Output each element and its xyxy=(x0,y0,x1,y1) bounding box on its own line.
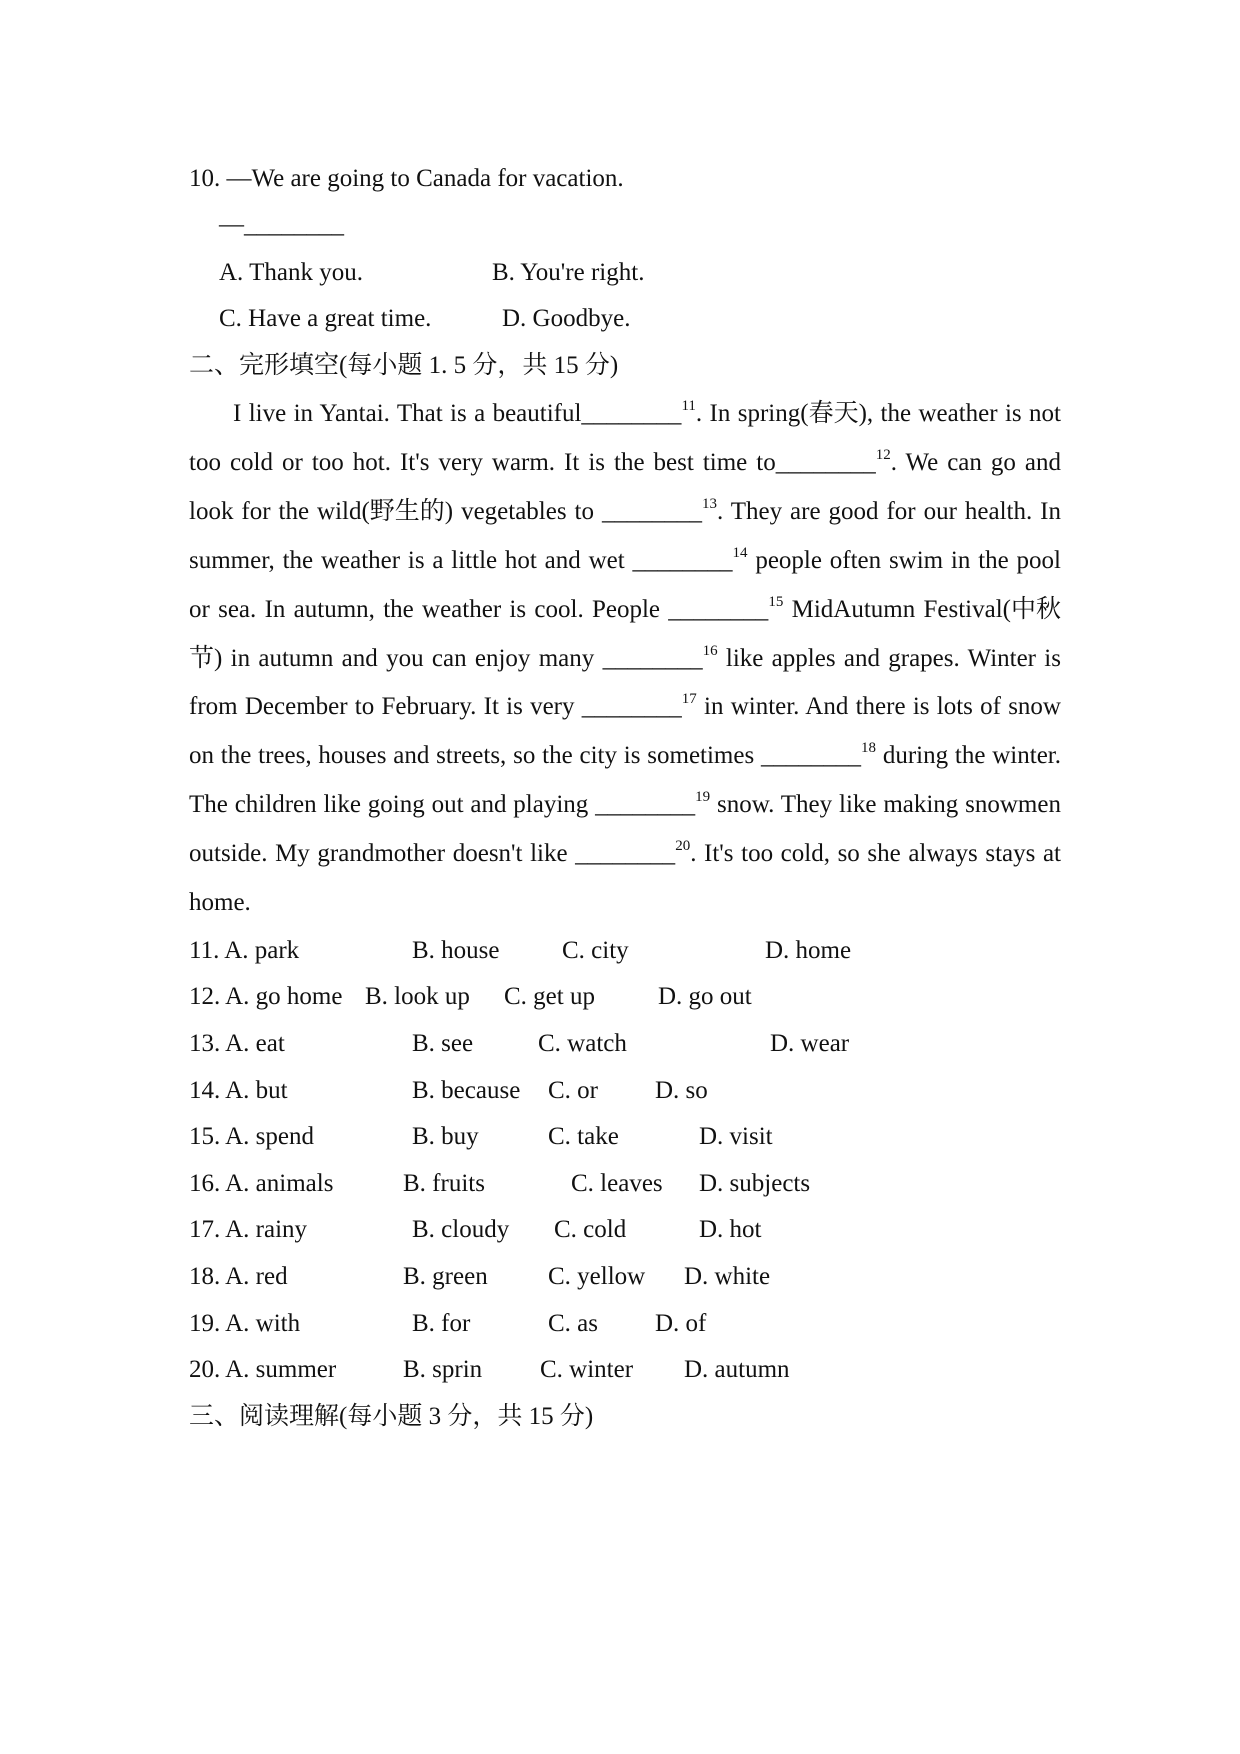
option-b: B. sprin xyxy=(403,1356,483,1383)
question-10-stem: 10. —We are going to Canada for vacation. xyxy=(189,165,624,192)
passage-text: in winter. And there is lots of snow xyxy=(696,693,1061,720)
passage-line xyxy=(189,541,1061,581)
passage-text: people often swim in the pool xyxy=(747,547,1061,574)
passage-text: on the trees, houses and streets, so the city is sometimes ________ xyxy=(189,742,862,769)
passage-text: The children like going out and playing ________ xyxy=(189,791,696,818)
option-d: D. so xyxy=(655,1077,708,1104)
passage-line xyxy=(189,492,1061,532)
option-c: C. get up xyxy=(504,983,595,1010)
option-c: C. as xyxy=(548,1310,598,1337)
passage-text: outside. My grandmother doesn't like ________ xyxy=(189,840,676,867)
option-a: 20. A. summer xyxy=(189,1356,337,1383)
question-10-reply-blank: —________ xyxy=(219,211,344,238)
question-10-option-a: A. Thank you. xyxy=(219,259,363,286)
option-c: C. cold xyxy=(554,1216,627,1243)
option-d: D. home xyxy=(765,937,852,964)
blank-number: 11 xyxy=(681,398,696,414)
passage-line xyxy=(189,590,1061,630)
question-10-option-c: C. Have a great time. xyxy=(219,305,432,332)
passage-text: during the winter. xyxy=(876,742,1061,769)
option-c: C. yellow xyxy=(548,1263,646,1290)
blank-number: 17 xyxy=(681,691,697,707)
section-3-heading: 三、阅读理解(每小题 3 分，共 15 分) xyxy=(189,1403,594,1430)
passage-line xyxy=(189,639,1061,679)
option-c: C. city xyxy=(562,937,629,964)
passage-text: too cold or too hot. It's very warm. It is the best time to________ xyxy=(189,449,876,476)
option-b: B. buy xyxy=(412,1123,479,1150)
question-10-option-b: B. You're right. xyxy=(492,259,645,286)
passage-text: I live in Yantai. That is a beautiful________ xyxy=(233,400,682,427)
option-a: 13. A. eat xyxy=(189,1030,285,1057)
blank-number: 20 xyxy=(675,838,691,854)
blank-number: 19 xyxy=(695,789,711,805)
option-d: D. subjects xyxy=(699,1170,811,1197)
passage-line xyxy=(189,785,1061,825)
option-a: 16. A. animals xyxy=(189,1170,334,1197)
passage-line xyxy=(189,736,1061,776)
passage-text: or sea. In autumn, the weather is cool. People ________ xyxy=(189,596,769,623)
passage-text: like apples and grapes. Winter is xyxy=(717,645,1061,672)
question-10-option-d: D. Goodbye. xyxy=(502,305,631,332)
option-d: D. wear xyxy=(770,1030,850,1057)
option-a: 11. A. park xyxy=(189,937,300,964)
blank-number: 18 xyxy=(861,740,877,756)
passage-line xyxy=(233,394,1061,434)
passage-text: . It's too cold, so she always stays at xyxy=(690,840,1061,867)
option-b: B. because xyxy=(412,1077,521,1104)
option-b: B. house xyxy=(412,937,500,964)
option-c: C. watch xyxy=(538,1030,627,1057)
passage-text: snow. They like making snowmen xyxy=(710,791,1061,818)
option-a: 18. A. red xyxy=(189,1263,288,1290)
option-a: 12. A. go home xyxy=(189,983,343,1010)
option-d: D. hot xyxy=(699,1216,762,1243)
option-c: C. winter xyxy=(540,1356,634,1383)
option-b: B. cloudy xyxy=(412,1216,510,1243)
blank-number: 15 xyxy=(768,594,784,610)
option-c: C. or xyxy=(548,1077,598,1104)
passage-text: . They are good for our health. In xyxy=(716,498,1061,525)
option-d: D. of xyxy=(655,1310,707,1337)
passage-text: . In spring(春天), the weather is not xyxy=(695,400,1061,427)
passage-line xyxy=(189,883,251,923)
option-b: B. fruits xyxy=(403,1170,485,1197)
option-d: D. visit xyxy=(699,1123,773,1150)
option-d: D. go out xyxy=(658,983,752,1010)
passage-line xyxy=(189,443,1061,483)
option-c: C. leaves xyxy=(571,1170,663,1197)
option-c: C. take xyxy=(548,1123,619,1150)
option-b: B. see xyxy=(412,1030,474,1057)
option-a: 14. A. but xyxy=(189,1077,288,1104)
option-d: D. white xyxy=(684,1263,771,1290)
passage-line xyxy=(189,834,1061,874)
passage-text: MidAutumn Festival(中秋 xyxy=(783,596,1061,623)
passage-text: . We can go and xyxy=(890,449,1061,476)
section-2-heading: 二、完形填空(每小题 1. 5 分，共 15 分) xyxy=(189,352,619,379)
option-a: 15. A. spend xyxy=(189,1123,314,1150)
passage-text: from December to February. It is very ________ xyxy=(189,693,682,720)
option-a: 17. A. rainy xyxy=(189,1216,308,1243)
option-b: B. for xyxy=(412,1310,471,1337)
blank-number: 14 xyxy=(732,545,748,561)
blank-number: 12 xyxy=(875,447,891,463)
option-d: D. autumn xyxy=(684,1356,790,1383)
option-b: B. green xyxy=(403,1263,488,1290)
passage-line xyxy=(189,687,1061,727)
option-a: 19. A. with xyxy=(189,1310,301,1337)
passage-text: look for the wild(野生的) vegetables to ________ xyxy=(189,498,702,525)
passage-text: home. xyxy=(189,889,251,916)
passage-text: summer, the weather is a little hot and wet ________ xyxy=(189,547,733,574)
passage-text: 节) in autumn and you can enjoy many ________ xyxy=(189,645,703,672)
option-b: B. look up xyxy=(365,983,470,1010)
blank-number: 13 xyxy=(701,496,717,512)
blank-number: 16 xyxy=(702,643,718,659)
